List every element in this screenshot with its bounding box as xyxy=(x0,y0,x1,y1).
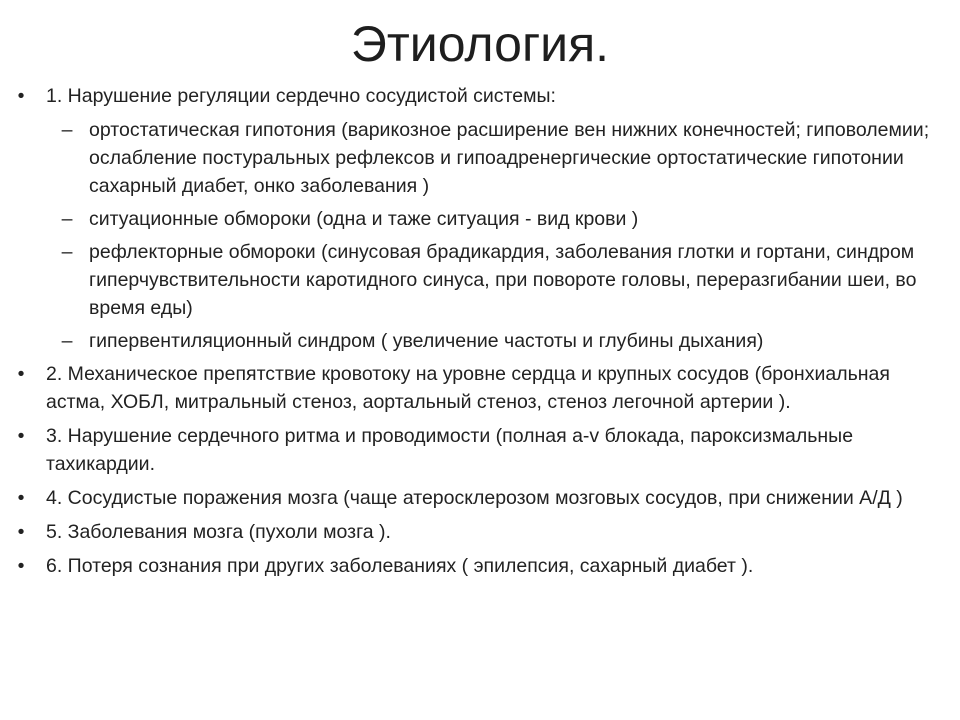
list-item-3 xyxy=(0,422,960,478)
list-item-2 xyxy=(0,360,960,416)
dash-marker: – xyxy=(61,208,73,230)
dash-marker: – xyxy=(61,241,73,263)
list-item-6 xyxy=(0,552,960,580)
list-item-4 xyxy=(0,484,960,512)
sub-item-reflex xyxy=(0,238,960,322)
dash-marker: – xyxy=(61,119,73,141)
sub-item-hyperventilation xyxy=(0,327,960,355)
list-item-1 xyxy=(0,82,960,110)
bullet-marker: • xyxy=(17,85,25,107)
list-item-text: 1. Нарушение регуляции сердечно сосудистой системы: xyxy=(46,85,556,107)
list-item-text: 3. Нарушение сердечного ритма и проводимости (полная a-v блокада, пароксизмальные тахикардии. xyxy=(46,425,854,475)
bullet-marker: • xyxy=(17,363,25,385)
bullet-marker: • xyxy=(17,425,25,447)
sub-item-situational xyxy=(0,205,960,233)
sub-item-text: рефлекторные обмороки (синусовая брадикардия, заболевания глотки и гортани, синдром гиперчувствительности каротидного синуса, при повороте головы, переразгибании шеи, во время еды) xyxy=(89,241,917,319)
list-item-text: 5. Заболевания мозга (пухоли мозга ). xyxy=(46,521,391,543)
list-item-text: 2. Механическое препятствие кровотоку на уровне сердца и крупных сосудов (бронхиальная астма, ХОБЛ, митральный стеноз, аортальный стеноз, стеноз легочной артерии ). xyxy=(46,363,890,413)
bullet-marker: • xyxy=(17,487,25,509)
bullet-marker: • xyxy=(17,521,25,543)
sub-item-text: гипервентиляционный синдром ( увеличение частоты и глубины дыхания) xyxy=(89,330,764,352)
sub-item-text: ортостатическая гипотония (варикозное расширение вен нижних конечностей; гиповолемии; ослабление постуральных рефлексов и гипоадренергические ортостатические гипотонии сахарный диабет, онко заболевания ) xyxy=(89,119,930,197)
slide-title: Этиология. xyxy=(350,16,610,72)
bullet-list xyxy=(0,82,960,586)
sub-item-orthostatic xyxy=(0,116,960,200)
sub-item-text: ситуационные обмороки (одна и таже ситуация - вид крови ) xyxy=(89,208,639,230)
dash-marker: – xyxy=(61,330,73,352)
list-item-text: 4. Сосудистые поражения мозга (чаще атеросклерозом мозговых сосудов, при снижении А/Д ) xyxy=(46,487,903,509)
list-item-text: 6. Потеря сознания при других заболеваниях ( эпилепсия, сахарный диабет ). xyxy=(46,555,754,577)
bullet-marker: • xyxy=(17,555,25,577)
list-item-5 xyxy=(0,518,960,546)
